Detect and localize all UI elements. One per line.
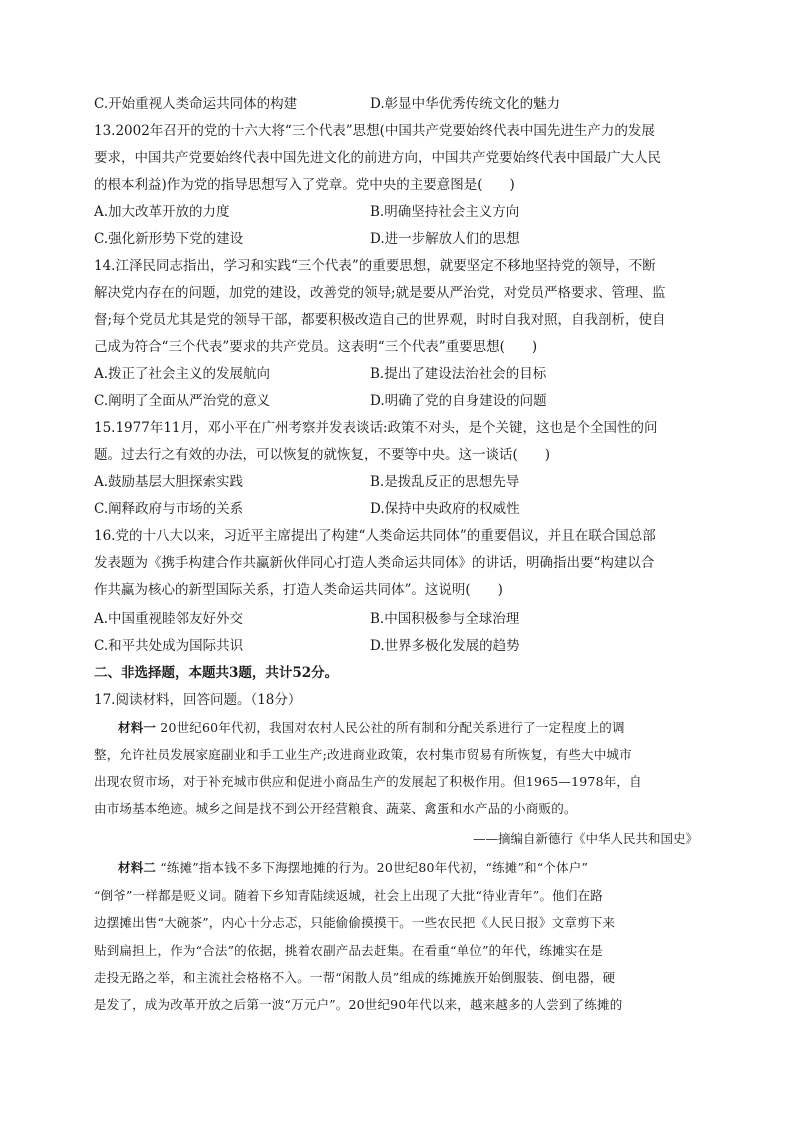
material-2-line-1 <box>118 858 588 878</box>
q16-stem-line-1: 16.党的十八大以来，习近平主席提出了构建“人类命运共同体”的重要倡议，并且在联合国总部 <box>94 528 656 544</box>
material-2-label: 材料二 <box>118 860 157 875</box>
q13-stem-line-3: 的根本利益)作为党的指导思想写入了党章。党中央的主要意图是( ) <box>94 177 515 193</box>
q13-option-a: A.加大改革开放的力度 <box>94 204 230 220</box>
q16-option-a: A.中国重视睦邻友好外交 <box>94 611 244 627</box>
q16-stem-line-3: 作共赢为核心的新型国际关系，打造人类命运共同体”。这说明( ) <box>94 582 503 598</box>
q12-option-d: D.彰显中华优秀传统文化的魅力 <box>370 96 561 112</box>
material-1-line-3: 出现农贸市场，对于补充城市供应和促进小商品生产的发展起了积极作用。但1965—1978年，自 <box>94 774 642 789</box>
q15-option-c: C.阐释政府与市场的关系 <box>94 501 244 517</box>
q17-intro: 17.阅读材料，回答问题。（18分） <box>94 692 302 708</box>
q16-option-b: B.中国积极参与全球治理 <box>370 611 520 627</box>
q13-option-d: D.进一步解放人们的思想 <box>370 231 520 247</box>
material-2-line-4: 贴到扁担上，作为“合法”的依据，挑着农副产品去赶集。在看重“单位”的年代，练摊实在是 <box>94 943 603 958</box>
q14-option-d: D.明确了党的自身建设的问题 <box>370 393 547 409</box>
q13-stem-line-1: 13.2002年召开的党的十六大将“三个代表”思想(中国共产党要始终代表中国先进生产力的发展 <box>94 123 655 139</box>
q14-option-a: A.拨正了社会主义的发展航向 <box>94 366 271 382</box>
q14-stem-line-4: 己成为符合“三个代表”要求的共产党员。这表明“三个代表”重要思想( ) <box>94 339 538 355</box>
q15-stem-line-2: 题。过去行之有效的办法，可以恢复的就恢复，不要等中央。这一谈话( ) <box>94 447 551 463</box>
material-2-line-3: 边摆摊出售“大碗茶”，内心十分忐忑，只能偷偷摸摸干。一些农民把《人民日报》文章剪下来 <box>94 915 616 930</box>
q13-stem-line-2: 要求，中国共产党要始终代表中国先进文化的前进方向，中国共产党要始终代表中国最广大人民 <box>94 150 661 166</box>
material-1-line-4: 由市场基本绝迹。城乡之间是找不到公开经营粮食、蔬菜、禽蛋和水产品的小商贩的。 <box>94 801 577 816</box>
section-heading: 二、非选择题，本题共3题，共计52分。 <box>94 665 339 681</box>
material-2-text-1: “练摊”指本钱不多下海摆地摊的行为。20世纪80年代初，“练摊”和“个体户” <box>160 860 589 875</box>
material-1-line-1 <box>118 718 625 738</box>
q14-stem-line-1: 14.江泽民同志指出，学习和实践“三个代表”的重要思想，就要坚定不移地坚持党的领导，不断 <box>94 258 656 274</box>
material-1-source: ——摘编自新德行《中华人民共和国史》 <box>472 831 698 846</box>
material-1-line-2: 整，允许社员发展家庭副业和手工业生产;改进商业政策，农村集市贸易有所恢复，有些大中城市 <box>94 747 632 762</box>
material-2-line-2: “倒爷”一样都是贬义词。随着下乡知青陆续返城，社会上出现了大批“待业青年”。他们在路 <box>94 888 603 903</box>
q14-option-b: B.提出了建设法治社会的目标 <box>370 366 547 382</box>
q16-option-c: C.和平共处成为国际共识 <box>94 638 244 654</box>
material-2-line-6: 是发了，成为改革开放之后第一波“万元户”。20世纪90年代以来，越来越多的人尝到了练摊的 <box>94 997 623 1012</box>
q15-option-b: B.是拨乱反正的思想先导 <box>370 474 520 490</box>
q16-stem-line-2: 发表题为《携手构建合作共赢新伙伴同心打造人类命运共同体》的讲话，明确指出要“构建以合 <box>94 555 655 571</box>
q15-option-d: D.保持中央政府的权威性 <box>370 501 520 517</box>
q16-option-d: D.世界多极化发展的趋势 <box>370 638 520 654</box>
q14-stem-line-2: 解决党内存在的问题，加党的建设，改善党的领导;就是要从严治党，对党员严格要求、管理、监 <box>94 285 666 301</box>
q15-option-a: A.鼓励基层大胆探索实践 <box>94 474 244 490</box>
q13-option-c: C.强化新形势下党的建设 <box>94 231 244 247</box>
q15-stem-line-1: 15.1977年11月，邓小平在广州考察并发表谈话:政策不对头，是个关键，这也是个全国性的问 <box>94 420 658 436</box>
material-2-line-5: 走投无路之举，和主流社会格格不入。一帮“闲散人员”组成的练摊族开始倒服装、倒电器，硬 <box>94 970 616 985</box>
material-1-text-1: 20世纪60年代初，我国对农村人民公社的所有制和分配关系进行了一定程度上的调 <box>160 720 625 735</box>
q12-option-c: C.开始重视人类命运共同体的构建 <box>94 96 298 112</box>
q14-stem-line-3: 督;每个党员尤其是党的领导干部，都要积极改造自己的世界观，时时自我对照，自我剖析，使自 <box>94 312 666 328</box>
q13-option-b: B.明确坚持社会主义方向 <box>370 204 520 220</box>
material-1-label: 材料一 <box>118 720 157 735</box>
q14-option-c: C.阐明了全面从严治党的意义 <box>94 393 271 409</box>
